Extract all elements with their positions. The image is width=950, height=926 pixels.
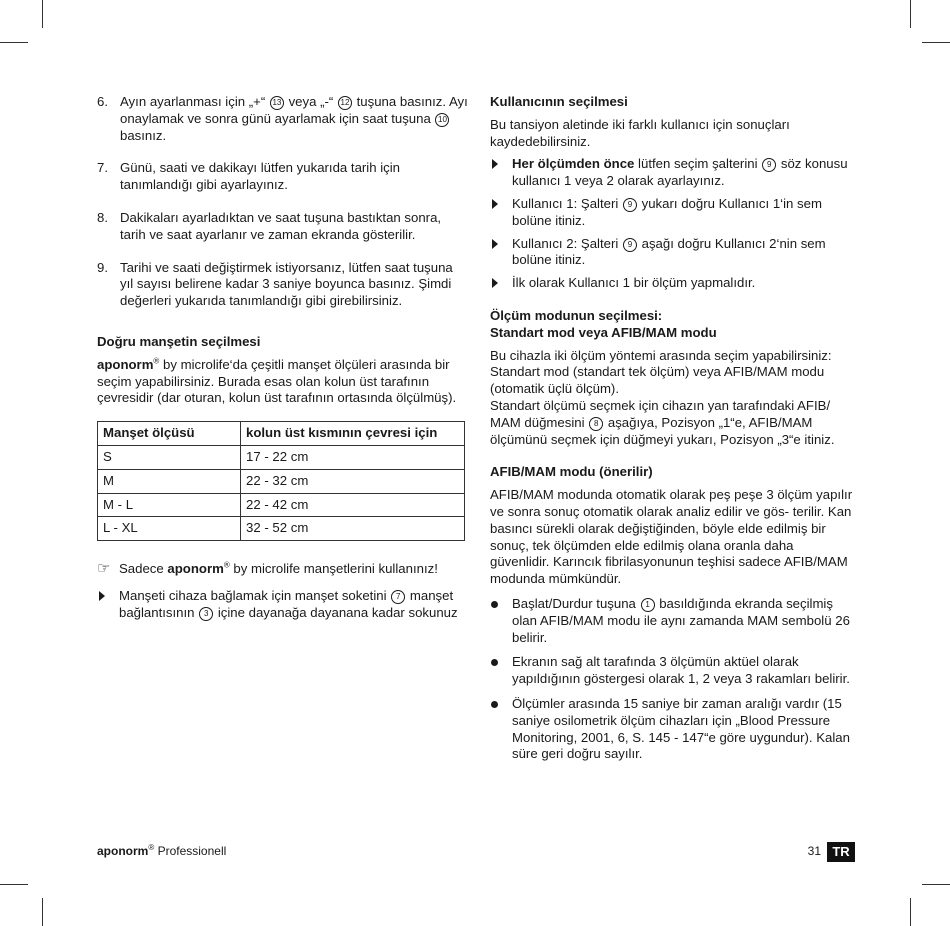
user-item	[490, 156, 855, 190]
table-cell: 17 - 22 cm	[241, 445, 465, 469]
cuff-size-table	[97, 421, 465, 541]
text-part: by microlife manşetlerini kullanınız!	[229, 561, 438, 577]
right-column	[490, 94, 855, 763]
column-header: kolun üst kısmının çevresi için	[241, 422, 465, 446]
circled-number-icon: 12	[338, 96, 352, 110]
text-part: söz konusu kullanıcı 1 veya 2 olarak ayarlayınız.	[512, 156, 848, 189]
mode-heading-line2: Standart mod veya AFIB/MAM modu	[490, 324, 717, 340]
brand-name: aponorm	[97, 844, 149, 858]
brand-suffix: Professionell	[154, 844, 227, 858]
text-part: basıldığında ekranda seçilmiş olan AFIB/MAM modu ile aynı zamanda MAM sembolü 26 belirir.	[512, 595, 850, 645]
user-item	[490, 236, 855, 270]
circled-number-icon: 9	[762, 158, 776, 172]
crop-mark	[910, 0, 911, 28]
crop-mark	[0, 884, 28, 885]
user-heading: Kullanıcının seçilmesi	[490, 94, 628, 109]
step-number: 9.	[97, 259, 108, 275]
table-header-row	[98, 422, 465, 446]
language-badge: TR	[827, 842, 855, 862]
instruction-item	[97, 588, 469, 622]
triangle-bullet-icon	[490, 156, 512, 190]
registered-mark: ®	[148, 843, 155, 852]
registered-mark: ®	[223, 560, 230, 570]
text-part: aşağıya, Pozisyon „1“e, AFIB/MAM ölçümünü seçmek için düğmeyi yukarı, Pozisyon „3“e itiniz.	[490, 414, 835, 447]
circled-number-icon: 7	[391, 590, 405, 604]
triangle-bullet-icon	[490, 275, 512, 292]
text-part: Kullanıcı 1: Şalteri	[512, 195, 622, 211]
triangle-bullet-icon	[490, 196, 512, 230]
step-text: Tarihi ve saati değiştirmek istiyorsanız, lütfen saat tuşuna yıl sayısı belirene kadar 3 saniye boyunca basınız. Şimdi değerleri yukarıda tanımlandığı gibi girebilirsiniz.	[120, 259, 453, 309]
column-header: Manşet ölçüsü	[98, 422, 241, 446]
bullet-text: Ekranın sağ alt tarafında 3 ölçümün aktüel olarak yapıldığının göstergesi olarak 1, 2 veya 3 rakamları belirir.	[512, 654, 850, 687]
user-item-text	[512, 156, 855, 190]
text-part: manşet bağlantısının	[119, 587, 454, 620]
cuff-paragraph	[97, 357, 469, 407]
registered-mark: ®	[153, 356, 160, 366]
footer-brand	[97, 844, 226, 858]
brand-name: aponorm	[167, 561, 224, 577]
text-part: Sadece	[119, 561, 168, 577]
circled-number-icon: 9	[623, 238, 637, 252]
bullet-item	[490, 596, 855, 646]
step-number: 8.	[97, 209, 108, 225]
left-column	[97, 94, 469, 622]
text-part: Standart ölçümü seçmek için cihazın yan tarafındaki AFIB/ MAM düğmesini	[490, 397, 831, 430]
bullet-item	[490, 696, 855, 763]
step-item	[97, 94, 469, 144]
text-part: Manşeti cihaza bağlamak için manşet soketini	[119, 587, 391, 603]
crop-mark	[922, 884, 950, 885]
circled-number-icon: 1	[641, 598, 655, 612]
note-item	[97, 561, 469, 578]
table-row	[98, 469, 465, 493]
bullet-dot-icon	[490, 596, 512, 646]
table-cell: S	[98, 445, 241, 469]
step-number: 6.	[97, 94, 108, 109]
circled-number-icon: 8	[589, 417, 603, 431]
text-part: tuşuna basınız. Ayı onaylamak ve sonra günü ayarlamak için saat tuşuna	[120, 94, 468, 126]
text-part: aşağı doğru Kullanıcı 2‘nin sem bolüne itiniz.	[512, 235, 826, 268]
step-text: Günü, saati ve dakikayı lütfen yukarıda tarih için tanımlandığı gibi ayarlayınız.	[120, 160, 401, 193]
table-row	[98, 517, 465, 541]
brand-name: aponorm	[97, 356, 154, 372]
cuff-heading: Doğru manşetin seçilmesi	[97, 333, 261, 349]
user-item-text	[512, 196, 855, 230]
table-cell: 22 - 32 cm	[241, 469, 465, 493]
crop-mark	[922, 42, 950, 43]
step-item	[97, 210, 469, 244]
text-part: Ayın ayarlanması için „+“	[120, 94, 269, 109]
crop-mark	[42, 0, 43, 28]
bullet-dot-icon	[490, 654, 512, 688]
bullet-text	[512, 596, 855, 646]
step-text: Dakikaları ayarladıktan ve saat tuşuna bastıktan sonra, tarih ve saat ayarlanır ve zaman ekranda gösterilir.	[120, 209, 442, 242]
page-footer	[97, 842, 855, 862]
circled-number-icon: 3	[199, 607, 213, 621]
text-part: lütfen seçim şalterini	[634, 156, 762, 172]
crop-mark	[42, 898, 43, 926]
table-row	[98, 445, 465, 469]
mode-text: Bu cihazla iki ölçüm yöntemi arasında seçim yapabilirsiniz: Standart mod (standart tek ölçüm) veya AFIB/MAM modu (otomatik üçlü ölçüm).	[490, 347, 832, 397]
text-part: veya „-“	[284, 94, 337, 109]
user-item	[490, 196, 855, 230]
mode-heading-line1: Ölçüm modunun seçilmesi:	[490, 307, 663, 323]
bullet-text: Ölçümler arasında 15 saniye bir zaman aralığı vardır (15 saniye osilometrik ölçüm cihazları için „Blood Pressure Monitoring, 2001, 6, S. 145 - 147“e göre uygundur). Kalan süre geri doğru sayılır.	[512, 695, 850, 762]
table-cell: M - L	[98, 493, 241, 517]
table-cell: L - XL	[98, 517, 241, 541]
step-text	[120, 94, 469, 144]
user-intro: Bu tansiyon aletinde iki farklı kullanıcı için sonuçları kaydedebilirsiniz.	[490, 116, 790, 149]
table-cell: M	[98, 469, 241, 493]
step-number: 7.	[97, 160, 108, 176]
mode-text-2	[490, 398, 855, 448]
user-item-text: İlk olarak Kullanıcı 1 bir ölçüm yapmalıdır.	[512, 275, 756, 291]
table-cell: 32 - 52 cm	[241, 517, 465, 541]
circled-number-icon: 10	[435, 113, 449, 127]
crop-mark	[910, 898, 911, 926]
text-part: içine dayanağa dayanana kadar sokunuz	[214, 604, 458, 620]
afib-heading: AFIB/MAM modu (önerilir)	[490, 464, 653, 480]
circled-number-icon: 9	[623, 198, 637, 212]
user-item	[490, 275, 855, 292]
bold-text: Her ölçümden önce	[512, 156, 635, 172]
mode-heading	[490, 308, 855, 342]
crop-mark	[0, 42, 28, 43]
step-item	[97, 160, 469, 194]
text-part: Başlat/Durdur tuşuna	[512, 595, 640, 611]
triangle-bullet-icon	[490, 236, 512, 270]
table-cell: 22 - 42 cm	[241, 493, 465, 517]
text-part: yukarı doğru Kullanıcı 1‘in sem bolüne itiniz.	[512, 195, 822, 228]
user-item-text	[512, 236, 855, 270]
cuff-text: by microlife‘da çeşitli manşet ölçüleri arasında bir seçim yapabilirsiniz. Burada esas olan kolun üst tarafının çevresidir (dar oturan, kolun üst tarafının ortasında ölçülmüş).	[97, 356, 457, 406]
note-text	[119, 561, 438, 578]
text-part: basınız.	[120, 127, 167, 143]
triangle-bullet-icon	[97, 588, 119, 622]
table-row	[98, 493, 465, 517]
afib-text: AFIB/MAM modunda otomatik olarak peş peşe 3 ölçüm yapılır ve sonra sonuç otomatik olarak analiz edilir ve gös- terilir. Kan basıncı sürekli olarak değiştiğinden, böyle elde edilmiş bir sonuç, tek ölçümden elde edilmiş olana oranla daha güvenlidir. Karıncık fibrilasyonunun teşhisi sadece AFIB/MAM modunda mümkündür.	[490, 487, 853, 587]
instruction-text	[119, 588, 469, 622]
bullet-item	[490, 654, 855, 688]
page-number: 31	[807, 844, 821, 858]
text-part: Kullanıcı 2: Şalteri	[512, 235, 622, 251]
bullet-dot-icon	[490, 696, 512, 763]
step-item	[97, 260, 469, 310]
pointing-hand-icon: ☞	[97, 560, 111, 578]
circled-number-icon: 13	[270, 96, 284, 110]
